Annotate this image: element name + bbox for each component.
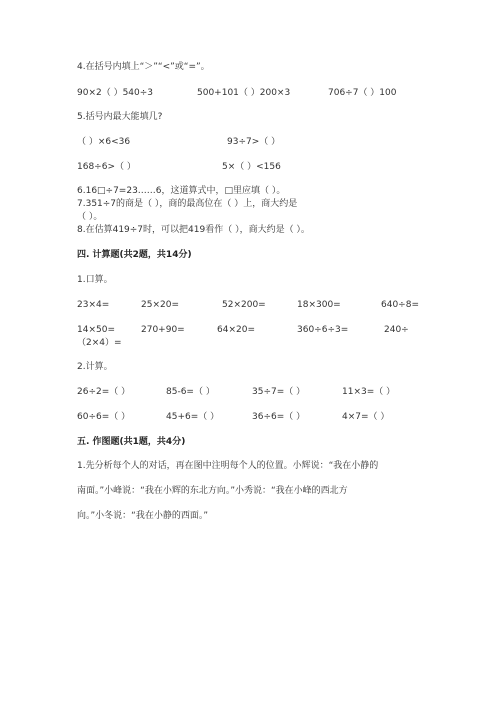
calc2-r2-c1: 60÷6=（ ） (77, 412, 131, 422)
q4-title: 4.在括号内填上“＞”“<”或“=”。 (77, 62, 210, 72)
q7-line-2: （ ）。 (77, 212, 103, 222)
calc1-r1-c3: 52×200= (222, 300, 266, 310)
calc1-r2-cont: （2×4）= (77, 338, 122, 348)
calc1-r1-c4: 18×300= (297, 300, 341, 310)
q7-line-1: 7.351÷7的商是（ ），商的最高位在（ ）上，商大约是 (77, 199, 298, 209)
q4-item-1: 90×2（ ）540÷3 (77, 88, 154, 98)
calc1-r2-c5: 240÷ (384, 325, 409, 335)
drawing-q1-line-3: 向。”小冬说：“我在小静的西面。” (77, 511, 208, 521)
section4-title: 四. 计算题(共2题，共14分) (77, 250, 192, 260)
calc2-r1-c4: 11×3=（ ） (342, 387, 396, 397)
drawing-q1-line-1: 1.先分析每个人的对话，再在图中注明每个人的位置。小辉说：“我在小静的 (77, 461, 379, 471)
calc1-r1-c1: 23×4= (77, 300, 110, 310)
calc2-r1-c2: 85-6=（ ） (166, 387, 215, 397)
q5-item-3: 168÷6>（ ） (77, 162, 136, 172)
calc2-r1-c3: 35÷7=（ ） (252, 387, 306, 397)
q6-text: 6.16□÷7=23……6，这道算式中，□里应填（ ）。 (77, 186, 286, 196)
q5-title: 5.括号内最大能填几? (77, 112, 163, 122)
q5-item-2: 93÷7>（ ） (227, 137, 281, 147)
calc1-title: 1.口算。 (77, 275, 113, 285)
calc1-r2-c2: 270+90= (141, 325, 185, 335)
calc1-r2-c4: 360÷6÷3= (297, 325, 349, 335)
calc2-r1-c1: 26÷2=（ ） (77, 387, 131, 397)
calc2-r2-c4: 4×7=（ ） (342, 412, 390, 422)
calc2-r2-c2: 45+6=（ ） (166, 412, 220, 422)
q5-item-1: （ ）×6<36 (77, 137, 131, 147)
q4-item-3: 706÷7（ ）100 (328, 88, 397, 98)
section5-title: 五. 作图题(共1题，共4分) (77, 437, 186, 447)
calc1-r1-c5: 640÷8= (381, 300, 419, 310)
q4-item-2: 500+101（ ）200×3 (197, 88, 291, 98)
q5-item-4: 5×（ ）<156 (222, 162, 281, 172)
calc1-r2-c1: 14×50= (77, 325, 115, 335)
calc1-r1-c2: 25×20= (141, 300, 179, 310)
drawing-q1-line-2: 南面。”小峰说：“我在小辉的东北方向。”小秀说：“我在小峰的西北方 (77, 486, 348, 496)
q8-text: 8.在估算419÷7时，可以把419看作（ ），商大约是（ ）。 (77, 225, 310, 235)
calc1-r2-c3: 64×20= (217, 325, 255, 335)
calc2-title: 2.计算。 (77, 362, 113, 372)
calc2-r2-c3: 36÷6=（ ） (252, 412, 306, 422)
